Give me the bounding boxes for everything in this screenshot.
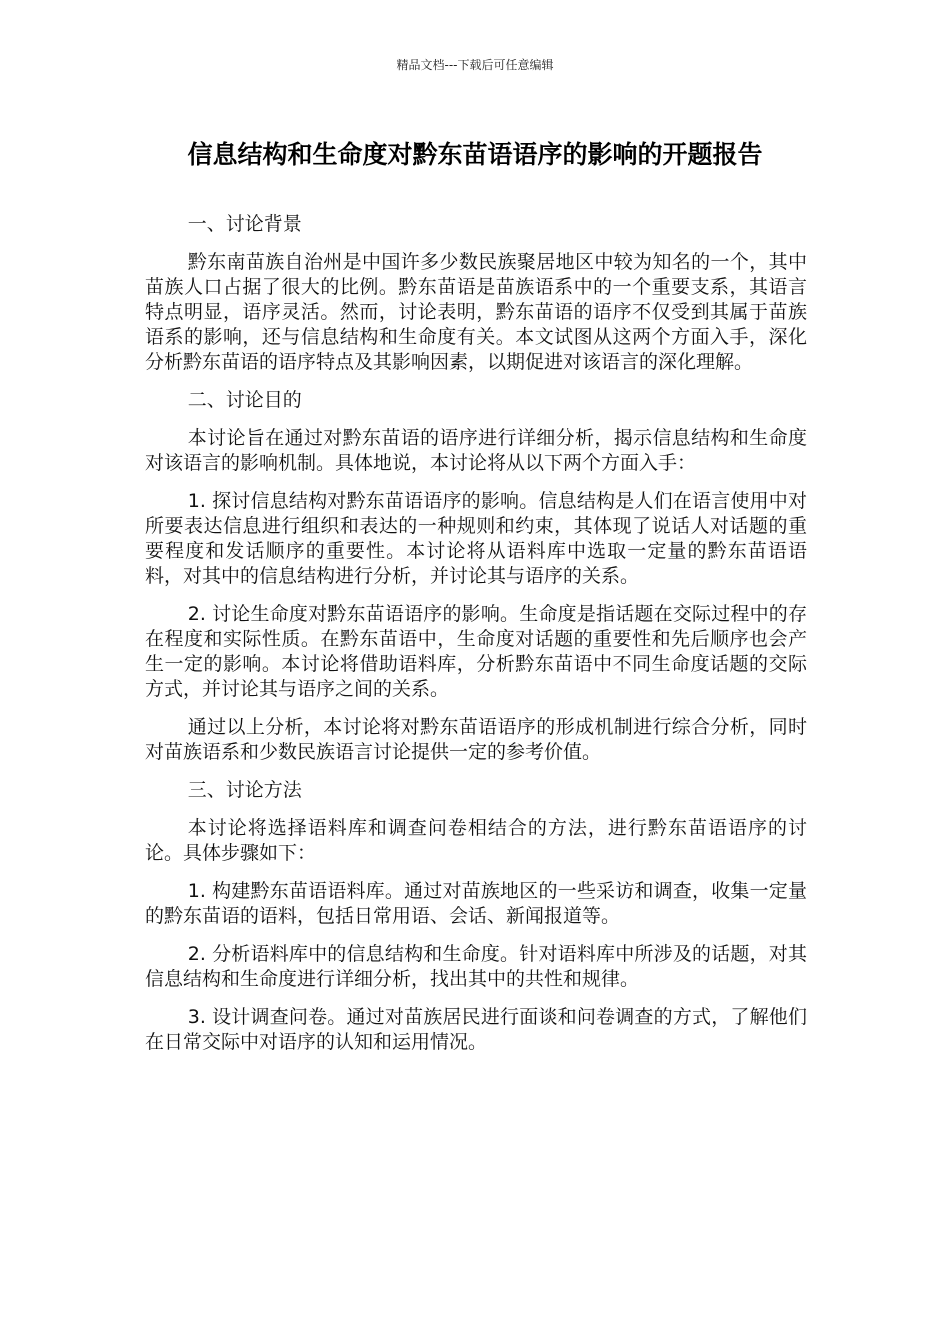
header-note: 精品文档---下载后可任意编辑 bbox=[396, 58, 554, 72]
document-body bbox=[145, 212, 807, 1068]
section-heading-background: 一、讨论背景 bbox=[187, 213, 302, 235]
purpose-paragraph-1: 本讨论旨在通过对黔东苗语的语序进行详细分析，揭示信息结构和生命度对该语言的影响机制。具体地说，本讨论将从以下两个方面入手： bbox=[145, 427, 807, 474]
section-heading-purpose: 二、讨论目的 bbox=[187, 389, 302, 411]
section-heading-method: 三、讨论方法 bbox=[187, 779, 302, 801]
document-title: 信息结构和生命度对黔东苗语语序的影响的开题报告 bbox=[187, 140, 763, 169]
purpose-paragraph-3: 2. 讨论生命度对黔东苗语语序的影响。生命度是指话题在交际过程中的存在程度和实际性质。在黔东苗语中，生命度对话题的重要性和先后顺序也会产生一定的影响。本讨论将借助语料库，分析黔东苗语中不同生命度话题的交际方式，并讨论其与语序之间的关系。 bbox=[145, 603, 807, 700]
method-paragraph-4: 3. 设计调查问卷。通过对苗族居民进行面谈和问卷调查的方式，了解他们在日常交际中对语序的认知和运用情况。 bbox=[145, 1006, 807, 1053]
background-paragraph-1: 黔东南苗族自治州是中国许多少数民族聚居地区中较为知名的一个，其中苗族人口占据了很大的比例。黔东苗语是苗族语系中的一个重要支系，其语言特点明显，语序灵活。然而，讨论表明，黔东苗语的语序不仅受到其属于苗族语系的影响，还与信息结构和生命度有关。本文试图从这两个方面入手，深化分析黔东苗语的语序特点及其影响因素，以期促进对该语言的深化理解。 bbox=[145, 251, 807, 373]
method-paragraph-2: 1. 构建黔东苗语语料库。通过对苗族地区的一些采访和调查，收集一定量的黔东苗语的语料，包括日常用语、会话、新闻报道等。 bbox=[145, 880, 807, 927]
method-paragraph-1: 本讨论将选择语料库和调查问卷相结合的方法，进行黔东苗语语序的讨论。具体步骤如下： bbox=[145, 817, 807, 864]
purpose-paragraph-2: 1. 探讨信息结构对黔东苗语语序的影响。信息结构是人们在语言使用中对所要表达信息进行组织和表达的一种规则和约束，其体现了说话人对话题的重要程度和发话顺序的重要性。本讨论将从语料库中选取一定量的黔东苗语语料，对其中的信息结构进行分析，并讨论其与语序的关系。 bbox=[145, 490, 807, 587]
method-paragraph-3: 2. 分析语料库中的信息结构和生命度。针对语料库中所涉及的话题，对其信息结构和生命度进行详细分析，找出其中的共性和规律。 bbox=[145, 943, 807, 990]
purpose-paragraph-4: 通过以上分析，本讨论将对黔东苗语语序的形成机制进行综合分析，同时对苗族语系和少数民族语言讨论提供一定的参考价值。 bbox=[145, 716, 807, 763]
